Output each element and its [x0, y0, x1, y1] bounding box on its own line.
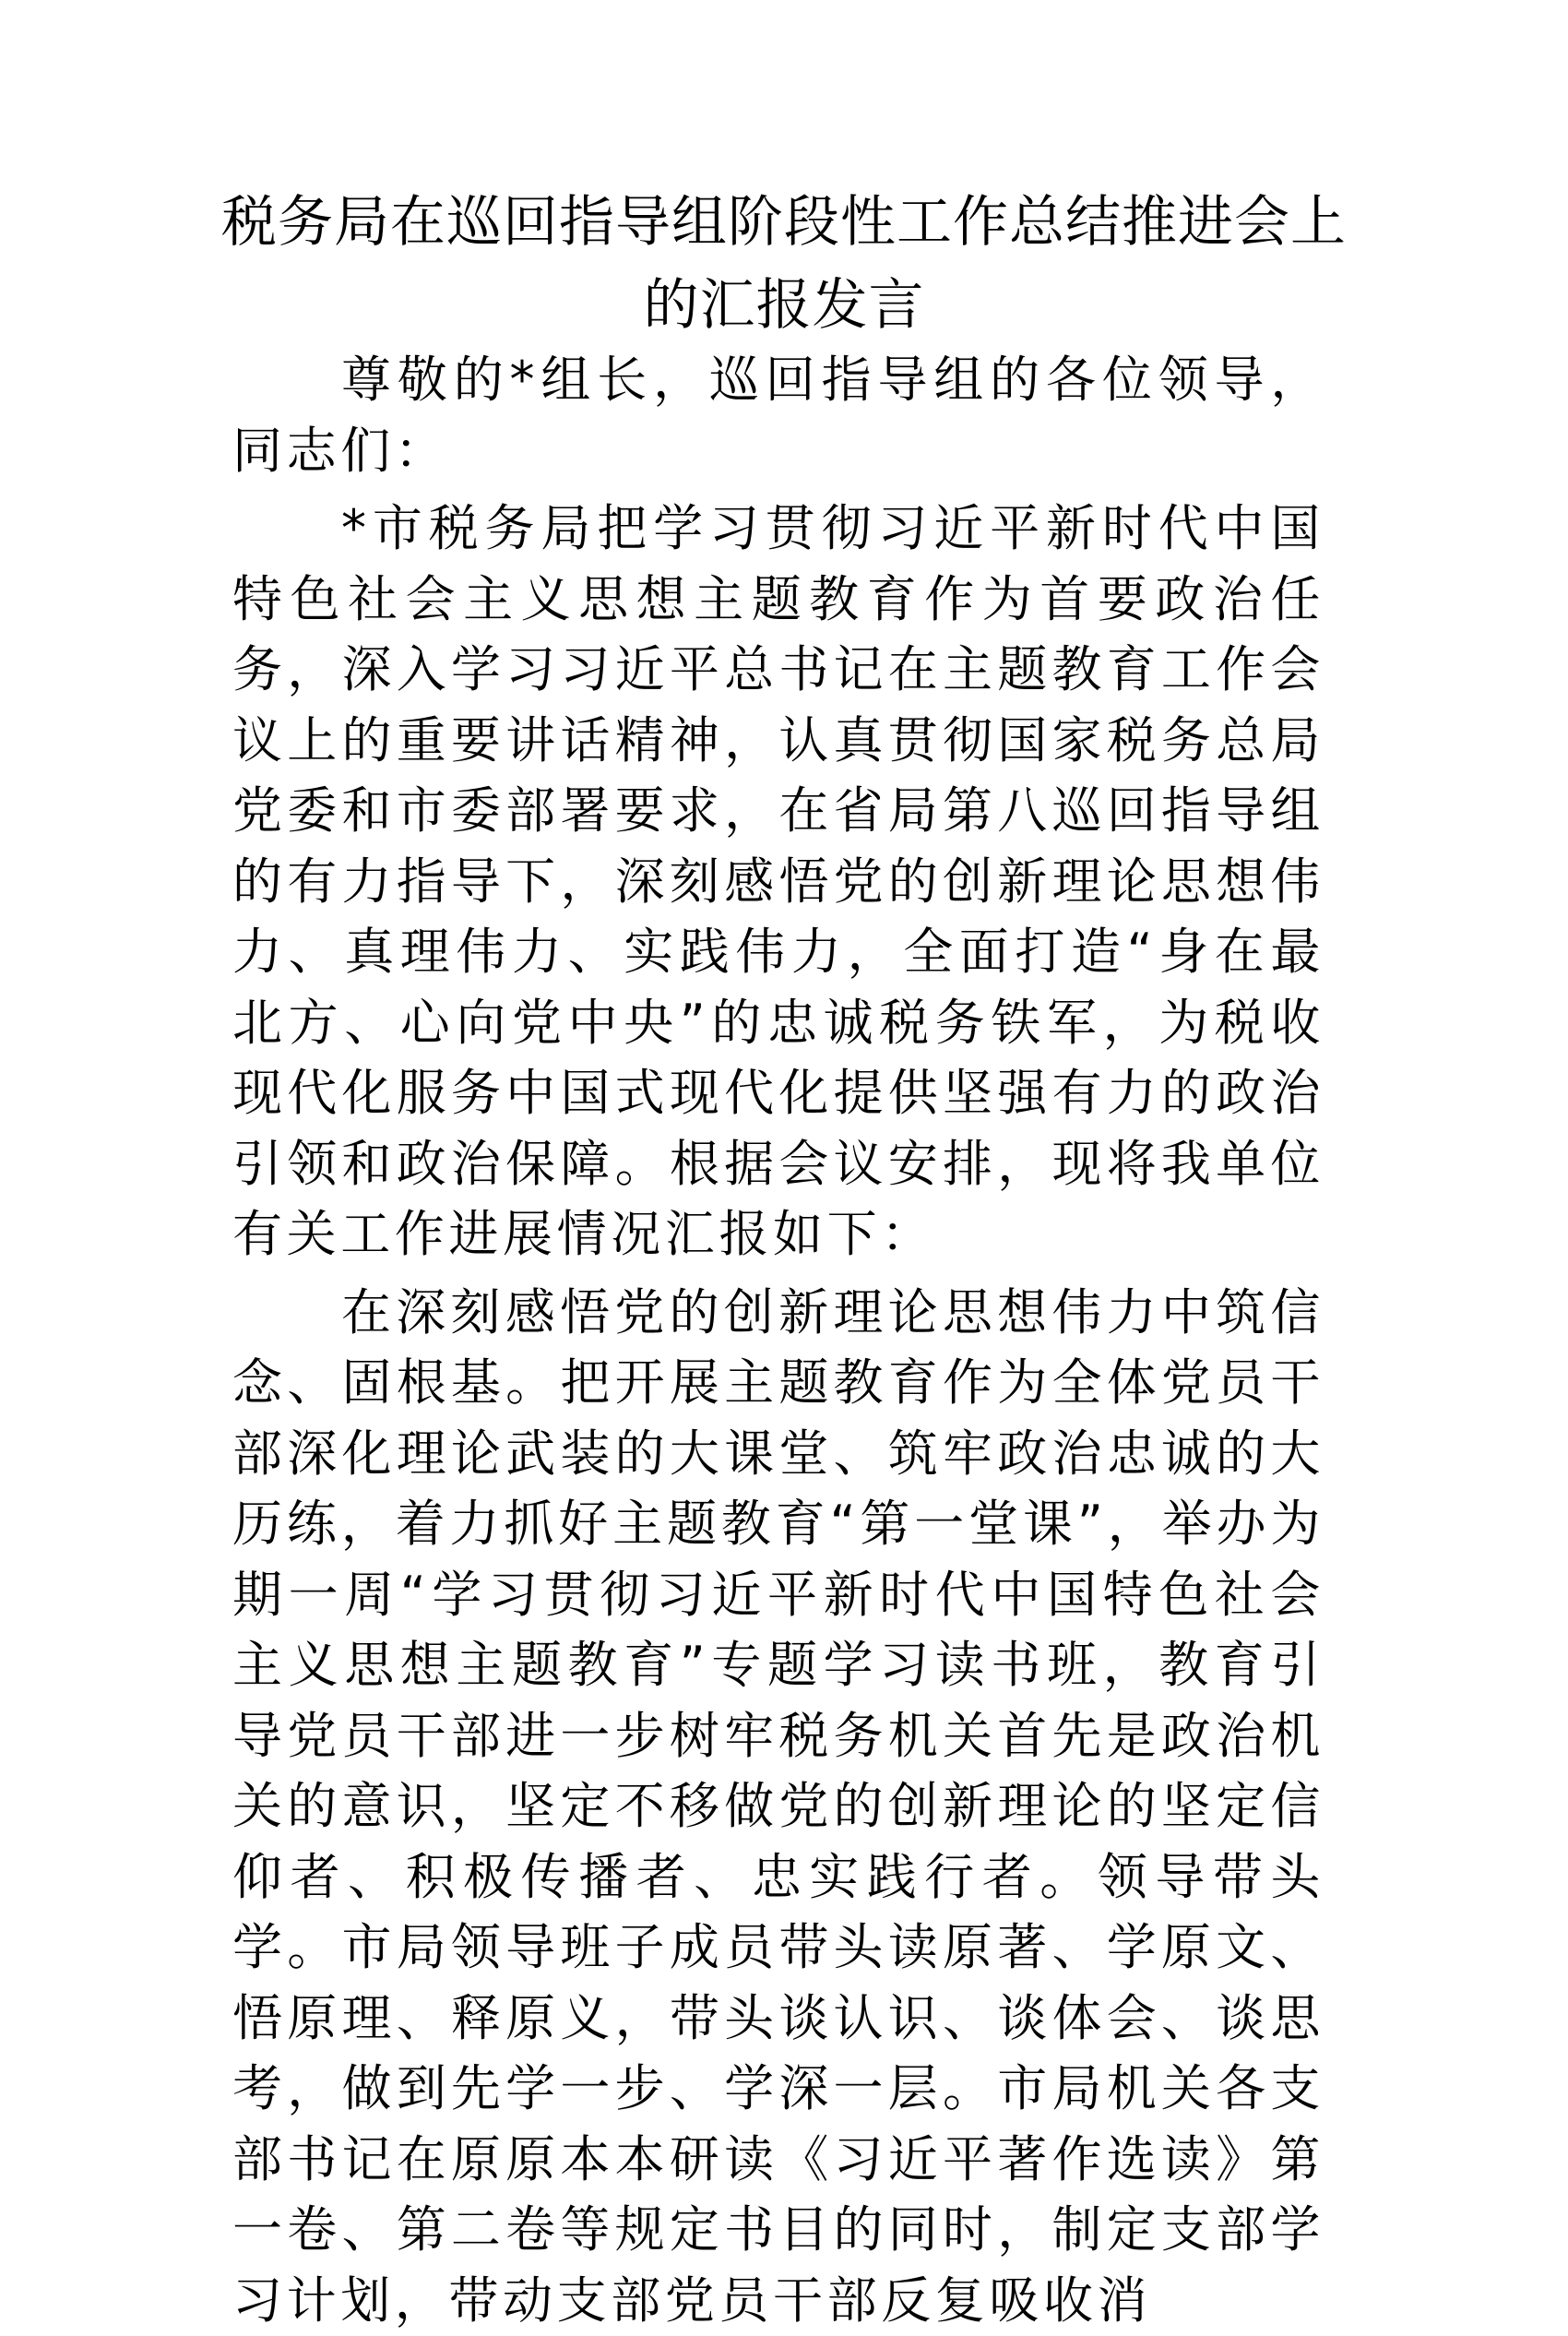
- paragraph-section-1: 在深刻感悟党的创新理论思想伟力中筑信念、固根基。把开展主题教育作为全体党员干部深化理论武装的大课堂、筑牢政治忠诚的大历练，着力抓好主题教育“第一堂课”，举办为期一周“学习贯彻习近平新时代中国特色社会主义思想主题教育”专题学习读书班，教育引导党员干部进一步树牢税务机关首先是政治机关的意识，坚定不移做党的创新理论的坚定信仰者、积极传播者、忠实践行者。领导带头学。市局领导班子成员带头读原著、学原文、悟原理、释原义，带头谈认识、谈体会、谈思考，做到先学一步、学深一层。市局机关各支部书记在原原本本研读《习近平著作选读》第一卷、第二卷等规定书目的同时，制定支部学习计划，带动支部党员干部反复吸收消: [232, 1278, 1324, 2336]
- document-body: [232, 345, 1324, 2336]
- document-title: [184, 181, 1384, 347]
- title-line-2: 的汇报发言: [184, 264, 1384, 347]
- salutation: 尊敬的*组长，巡回指导组的各位领导，同志们：: [232, 345, 1324, 486]
- title-line-1: 税务局在巡回指导组阶段性工作总结推进会上: [184, 181, 1384, 264]
- paragraph-intro: *市税务局把学习贯彻习近平新时代中国特色社会主义思想主题教育作为首要政治任务，深入学习习近平总书记在主题教育工作会议上的重要讲话精神，认真贯彻国家税务总局党委和市委部署要求，在省局第八巡回指导组的有力指导下，深刻感悟党的创新理论思想伟力、真理伟力、实践伟力，全面打造“身在最北方、心向党中央”的忠诚税务铁军，为税收现代化服务中国式现代化提供坚强有力的政治引领和政治保障。根据会议安排，现将我单位有关工作进展情况汇报如下：: [232, 494, 1324, 1270]
